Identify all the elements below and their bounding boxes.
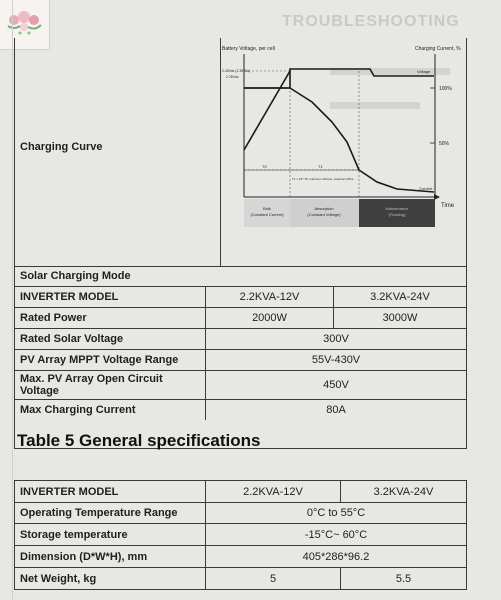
table-row [15,329,466,350]
series-voltage-rise [244,71,290,150]
table-row [15,503,466,524]
stage-bulk-label: Bulk [263,206,271,211]
phase-t1: T1 [318,164,323,169]
header-col1: 2.2KVA-12V [239,291,300,303]
row-col2: 5.5 [395,572,412,585]
header-col1: 2.2KVA-12V [243,485,303,498]
series-voltage [244,69,434,88]
series-voltage-label: Voltage [417,69,431,74]
header-col2: 3.2KVA-24V [370,291,430,303]
voltage-label-high: 2.43Vdc (2.35Vdc) [222,69,251,73]
table-row [15,350,466,371]
tick-50: 50% [439,141,450,147]
t1-note: T1 = 10* T0, minimum 10mins, maximum 8hrs [292,177,354,181]
table-header-row [15,287,466,308]
row-label: Max Charging Current [20,404,136,416]
header-col2: 3.2KVA-24V [373,485,434,498]
row-value: 80A [326,404,346,416]
row-value: 450V [323,379,349,391]
stage-absorption-sub: (Constant Voltage) [307,212,341,217]
charging-curve-label: Charging Curve [20,141,103,153]
section-title: Solar Charging Mode [20,270,131,282]
stage-maintenance-label: Maintenance [385,206,409,211]
table-row [15,308,466,329]
stage-bulk-sub: (Constant Current) [250,212,284,217]
row-col2: 3000W [382,312,418,324]
page-margin-line [12,0,13,600]
tick-100: 100% [439,86,452,92]
table-row [15,400,466,420]
row-label: Rated Solar Voltage [20,333,124,345]
table-row [15,371,466,400]
general-specs-table [14,480,467,590]
series-current-label: Current [419,186,433,191]
header-label: INVERTER MODEL [20,291,119,303]
row-label: Storage temperature [20,528,128,541]
voltage-label-low: 2.25Vdc [226,75,239,79]
header-label: INVERTER MODEL [20,485,119,498]
x-axis-label: Time [441,203,455,209]
row-value: 0°C to 55°C [306,507,366,519]
row-label: PV Array MPPT Voltage Range [20,354,179,366]
row-label: Max. PV Array Open Circuit Voltage [20,373,163,397]
table-row [15,568,466,589]
table-row [15,546,466,568]
row-value: 405*286*96.2 [302,550,370,563]
row-value: -15°C~ 60°C [304,528,368,541]
table-row [15,524,466,546]
row-label: Net Weight, kg [20,572,97,585]
stage-absorption-label: Absorption [314,206,334,211]
stage-maintenance-sub: (Floating) [388,212,406,217]
section-heading: Table 5 General specifications [17,431,261,450]
row-col1: 2000W [252,312,287,324]
y-right-label: Charging Current, % [415,46,461,52]
row-label: Dimension (D*W*H), mm [20,550,148,563]
row-value: 300V [323,333,349,345]
section-title-row [15,266,466,287]
phase-t0: T0 [262,164,267,169]
row-value: 55V-430V [311,354,361,366]
row-col1: 5 [269,572,277,585]
bleed-through-title: TROUBLESHOOTING [282,13,460,30]
charging-curve-chart [222,42,468,228]
row-label: Operating Temperature Range [20,507,178,519]
table-header-row [15,481,466,503]
row-label: Rated Power [20,312,87,324]
y-left-label: Battery Voltage, per cell [222,46,275,52]
